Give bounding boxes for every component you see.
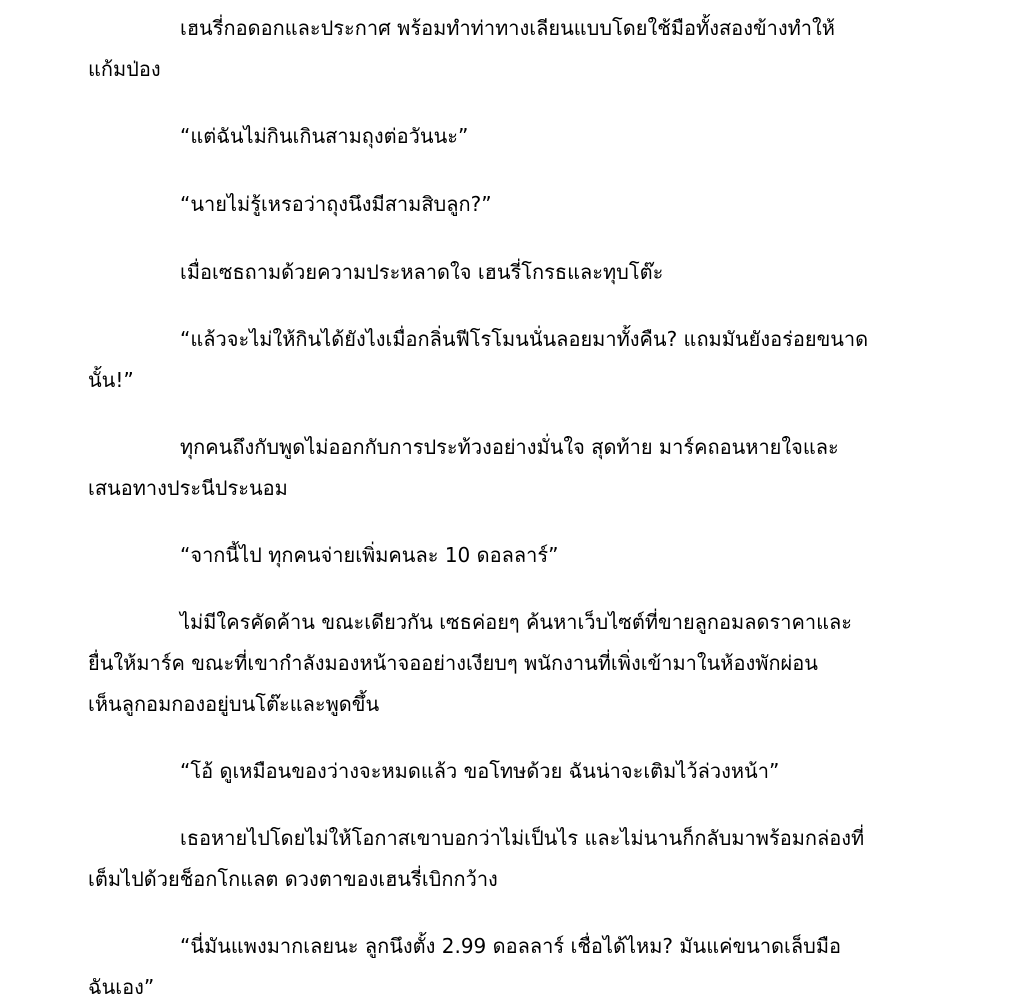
paragraph-line: เฮนรี่กอดอกและประกาศ พร้อมทำท่าทางเลียนแบบโดยใช้มือทั้งสองข้างทำให้ (180, 16, 835, 40)
paragraph-9 (88, 751, 948, 792)
paragraph-line: ยื่นให้มาร์ค ขณะที่เขากำลังมองหน้าจออย่างเงียบๆ พนักงานที่เพิ่งเข้ามาในห้องพักผ่อน (88, 651, 818, 675)
paragraph-line: เมื่อเซธถามด้วยความประหลาดใจ เฮนรี่โกรธและทุบโต๊ะ (180, 260, 664, 284)
paragraph-line: ทุกคนถึงกับพูดไม่ออกกับการประท้วงอย่างมั่นใจ สุดท้าย มาร์คถอนหายใจและ (180, 435, 839, 459)
paragraph-3 (88, 184, 948, 225)
paragraph-line: ฉันเอง” (88, 975, 155, 999)
paragraph-line: เสนอทางประนีประนอม (88, 476, 288, 500)
paragraph-line: แก้มป่อง (88, 57, 161, 81)
paragraph-line: ไม่มีใครคัดค้าน ขณะเดียวกัน เซธค่อยๆ ค้นหาเว็บไซต์ที่ขายลูกอมลดราคาและ (180, 610, 852, 634)
paragraph-line: “จากนี้ไป ทุกคนจ่ายเพิ่มคนละ 10 ดอลลาร์” (180, 543, 559, 567)
paragraph-line: เธอหายไปโดยไม่ให้โอกาสเขาบอกว่าไม่เป็นไร และไม่นานก็กลับมาพร้อมกล่องที่ (180, 826, 865, 850)
paragraph-line: เต็มไปด้วยช็อกโกแลต ดวงตาของเฮนรี่เบิกกว้าง (88, 867, 498, 891)
paragraph-10 (88, 818, 948, 900)
paragraph-2 (88, 116, 948, 157)
paragraph-1 (88, 8, 948, 90)
paragraph-line: เห็นลูกอมกองอยู่บนโต๊ะและพูดขึ้น (88, 692, 380, 716)
paragraph-line: “แต่ฉันไม่กินเกินสามถุงต่อวันนะ” (180, 124, 469, 148)
paragraph-line: นั้น!” (88, 368, 134, 392)
paragraph-line: “โอ้ ดูเหมือนของว่างจะหมดแล้ว ขอโทษด้วย ฉันน่าจะเติมไว้ล่วงหน้า” (180, 759, 780, 783)
paragraph-11 (88, 926, 948, 1008)
paragraph-5 (88, 319, 948, 401)
paragraph-line: “แล้วจะไม่ให้กินได้ยังไงเมื่อกลิ่นฟีโรโมนนั่นลอยมาทั้งคืน? แถมมันยังอร่อยขนาด (180, 327, 869, 351)
paragraph-6 (88, 427, 948, 509)
paragraph-7 (88, 535, 948, 576)
paragraph-line: “นี่มันแพงมากเลยนะ ลูกนึงตั้ง 2.99 ดอลลาร์ เชื่อได้ไหม? มันแค่ขนาดเล็บมือ (180, 934, 842, 958)
paragraph-8 (88, 602, 948, 725)
paragraph-line: “นายไม่รู้เหรอว่าถุงนึงมีสามสิบลูก?” (180, 192, 492, 216)
paragraph-4 (88, 252, 948, 293)
